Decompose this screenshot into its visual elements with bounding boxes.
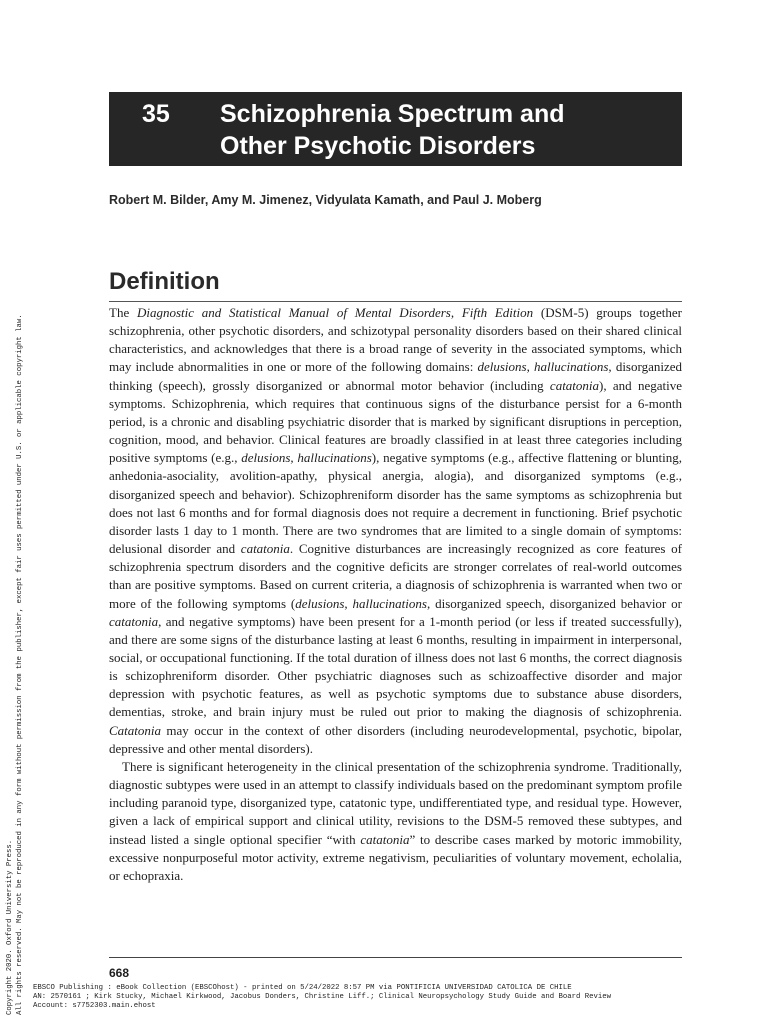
italic-run: catatonia (360, 831, 410, 847)
copyright-line: All rights reserved. May not be reproduced in any form without permission from the publisher, except fair uses permitted under U.S. or applicable copyright law. (16, 314, 24, 1015)
body-text (109, 304, 682, 885)
footer-rule (109, 957, 682, 958)
text-run: , (344, 595, 353, 611)
text-run: , (526, 359, 535, 375)
chapter-banner (109, 92, 682, 166)
italic-run: hallucinations (352, 595, 427, 611)
italic-run: delusions (295, 595, 345, 611)
ebsco-footer (33, 984, 611, 1011)
italic-run: catatonia (549, 377, 600, 393)
copyright-line: Copyright 2020. Oxford University Press. (6, 839, 14, 1015)
chapter-number: 35 (142, 100, 170, 128)
italic-run: delusions, hallucinations (241, 450, 372, 466)
text-run: may occur in the context of other disorders (including neurodevelopmental, psychotic, bipolar, depressive and other mental disorders). (109, 722, 682, 756)
text-run: , and negative symptoms) have been present for a 1-month period (or less if treated successfully), and there are some signs of the disturbance lasting at least 6 months, resulting in impairment in interpersonal, social, or occupational functioning. If the total duration of illness does not last 6 months, the correct diagnosis is schizophreniform disorder. Other psychiatric diagnoses such as schizoaffective disorder and major depression with psychotic features, as well as psychotic symptoms due to substance abuse disorders, dementias, stroke, and brain injury must be ruled out prior to making the diagnosis of schizophrenia. (109, 613, 682, 720)
italic-run: catatonia (240, 541, 290, 557)
italic-run: delusions (477, 359, 527, 375)
text-run: ), and negative symptoms. Schizophrenia, which requires that continuous signs of the disturbance persist for a 6-month period, is a chronic and disabling psychiatric disorder that is marked by significant disruptions in perception, cognition, mood, and behavior. Clinical features are broadly classified in at least three categories including positive symptoms (e.g., (109, 377, 683, 466)
text-run: , disorganized thinking (speech), grossly disorganized or abnormal motor behavior (including (109, 359, 682, 393)
paragraph (109, 758, 682, 885)
paragraph (109, 304, 682, 758)
text-run: The (109, 305, 137, 320)
text-run: (DSM-5) groups together schizophrenia, other psychotic disorders, and schizotypal personality disorders based on their shared clinical characteristics, and acknowledges that there is a broad range of severity in the associated symptoms, which may include abnormalities in one or more of the following domains: (109, 305, 682, 375)
footer-line: AN: 2570161 ; Kirk Stucky, Michael Kirkwood, Jacobus Donders, Christine Liff.; Clinical Neuropsychology Study Guide and Board Review (33, 993, 612, 1001)
italic-run: Diagnostic and Statistical Manual of Mental Disorders, Fifth Edition (136, 305, 534, 320)
chapter-title: Schizophrenia Spectrum and Other Psychotic Disorders (220, 100, 565, 160)
page-number: 668 (109, 966, 130, 980)
italic-run: Catatonia (109, 722, 162, 738)
text-run: . Cognitive disturbances are increasingly recognized as core features of schizophrenia spectrum disorders and the cognitive deficits are stronger correlates of real-world outcomes than are positive symptoms. Based on current criteria, a diagnosis of schizophrenia is warranted when two or more of the following symptoms ( (109, 541, 682, 611)
footer-line: Account: s7752303.main.ehost (33, 1002, 156, 1010)
author-list: Robert M. Bilder, Amy M. Jimenez, Vidyulata Kamath, and Paul J. Moberg (109, 193, 542, 207)
copyright-notice (5, 314, 25, 1015)
footer-line: EBSCO Publishing : eBook Collection (EBSCOhost) - printed on 5/24/2022 8:57 PM via PONTIFICIA UNIVERSIDAD CATOLICA DE CHILE (33, 984, 572, 992)
section-heading: Definition (109, 268, 220, 295)
italic-run: catatonia (109, 613, 159, 629)
italic-run: hallucinations (534, 359, 609, 375)
heading-rule (109, 301, 682, 302)
text-run: ), negative symptoms (e.g., affective flattening or blunting, anhedonia-asociality, avolition-apathy, physical anergia, alogia), and disorganized symptoms (e.g., disorganized speech and behavior). Schizophreniform disorder has the same symptoms as schizophrenia but does not last 6 months and for formal diagnosis does not require a decrement in functioning. Brief psychotic disorder lasts 1 day to 1 month. There are two syndromes that are limited to a single domain of symptoms: delusional disorder and (109, 450, 683, 557)
text-run: , disorganized speech, disorganized behavior or (426, 595, 682, 611)
text-run: There is significant heterogeneity in the clinical presentation of the schizophrenia syndrome. Traditionally, diagnostic subtypes were used in an attempt to classify individuals based on the predominant symptom profile including paranoid type, disorganized type, catatonic type, undifferentiated type, and residual type. However, given a lack of empirical support and clinical utility, revisions to the DSM-5 removed these subtypes, and instead listed a single optional specifier “with (109, 758, 682, 847)
text-run: ” to describe cases marked by motoric immobility, excessive nonpurposeful motor activity, extreme negativism, peculiarities of voluntary movement, echolalia, or echopraxia. (109, 831, 682, 883)
